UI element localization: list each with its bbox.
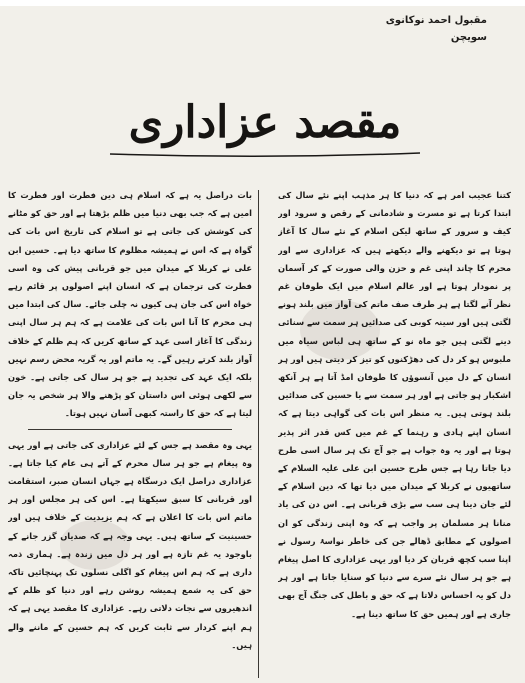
author-name: مقبول احمد نوکانوی <box>385 15 487 26</box>
column-divider <box>258 190 259 678</box>
author-location: سویچن <box>450 32 487 43</box>
paragraph: بات دراصل یہ ہے کہ اسلام ہی دین فطرت اور فطرت کا امین ہے کہ جب بھی دنیا میں ظلم بڑھتا ہے اور حق کو مٹانے کی کوشش کی جاتی ہے تو اسلام کی تاریخ اس بات کی گواہ ہے کہ اس نے ہمیشہ مظلوم کا ساتھ دیا ہے۔ حسین ابن علی نے کربلا کے میدان میں جو قربانی پیش کی وہ اسی فطرت کی ترجمان ہے کہ انسان اپنے اصولوں پر قائم رہے خواہ اس کی جان ہی کیوں نہ چلی جائے۔ سال کی ابتدا میں ہی محرم کا آنا اس بات کی علامت ہے کہ ہم ہر سال اپنی زندگی کا آغاز اسی عہد کے ساتھ کریں کہ ہم ظلم کے خلاف آواز بلند کرتے رہیں گے۔ یہ ماتم اور یہ گریہ محض رسم نہیں بلکہ ایک عہد کی تجدید ہے جو ہر سال کی جاتی ہے۔ خون سے لکھی ہوئی اس داستان کو پڑھنے والا ہر شخص یہ جان لیتا ہے کہ حق کا راستہ کبھی آسان نہیں ہوتا۔ <box>8 190 252 419</box>
paragraph: یہی وہ مقصد ہے جس کے لئے عزاداری کی جاتی ہے اور یہی وہ پیغام ہے جو ہر سال محرم کے آتے ہی عام کیا جاتا ہے۔ عزاداری دراصل ایک درسگاہ ہے جہاں انسان صبر، استقامت اور قربانی کا سبق سیکھتا ہے۔ اس کی ہر مجلس اور ہر ماتم اس بات کا اعلان ہے کہ ہم یزیدیت کے خلاف ہیں اور حسینیت کے ساتھ ہیں۔ یہی وجہ ہے کہ صدیاں گزر جانے کے باوجود یہ غم تازہ ہے اور ہر دل میں زندہ ہے۔ ہماری ذمہ داری ہے کہ ہم اس پیغام کو اگلی نسلوں تک پہنچائیں تاکہ حق کی یہ شمع ہمیشہ روشن رہے اور دنیا کو ظلم کے اندھیروں سے نجات دلاتی رہے۔ عزاداری کا مقصد یہی ہے کہ ہم اپنے کردار سے ثابت کریں کہ ہم حسین کے ماننے والے ہیں۔ <box>8 439 252 650</box>
clipping-top-edge <box>0 0 525 6</box>
paragraph: کتنا عجیب امر ہے کہ دنیا کا ہر مذہب اپنے نئے سال کی ابتدا کرتا ہے تو مسرت و شادمانی کے رقص و سرود اور کیف و سرور کے ساتھ لیکن اسلام کے نئے سال کا آغاز ہوتا ہے تو دیکھنے والے دیکھتے ہیں کہ عزاداری سے اور محرم کا چاند اپنی غم و حزن والی صورت کے کر آسمان پر نمودار ہوتا ہے اور عالم اسلام میں ایک طوفان غم نظر آنے لگتا ہے ہر طرف صف ماتم کی آواز میں بلند ہونے لگتی ہیں اور سینہ کوبی کی صدائیں ہر سمت سے سنائی دینے لگتی ہیں جو ماہ نو کے ساتھ ہی لباس سیاہ میں ملبوس ہو کر دل کی دھڑکنوں کو تیز کر دیتی ہیں اور ہر انسان کے دل میں آنسوؤں کا طوفان امڈ آتا ہے ہر آنکھ اشکبار ہو جاتی ہے اور ہر سمت سے یا حسین کی صدائیں بلند ہوتی ہیں۔ یہ منظر اس بات کی گواہی دیتا ہے کہ انسان اپنے ہادی و رہنما کے غم میں کس قدر اثر پذیر ہوتا ہے اور یہ وہ جواب ہے جو آج تک ہر سال اسی طرح دیا جاتا رہا ہے جس طرح حسین ابن علی علیہ السلام کے ساتھیوں نے کربلا کے میدان میں دیا تھا کہ دین اسلام کے لئے جان دینا ہی سب سے بڑی قربانی ہے۔ اس دن کی یاد منانا ہر مسلمان پر واجب ہے کہ وہ اپنی زندگی کو ان اصولوں کے مطابق ڈھالے جن کی خاطر نواسۂ رسول نے اپنا سب کچھ قربان کر دیا اور یہی عزاداری کا اصل پیغام ہے جو ہر سال نئے سرے سے دنیا کو سنایا جاتا ہے اور ہر دل کو یہ احساس دلاتا ہے کہ حق و باطل کی جنگ آج بھی جاری ہے اور ہمیں حق کا ساتھ دینا ہے۔ <box>278 190 511 619</box>
article-title: مقصد عزاداری <box>128 97 402 148</box>
article-column-left <box>8 186 252 678</box>
byline <box>327 12 487 46</box>
article-column-right <box>278 186 511 678</box>
section-divider <box>28 429 232 430</box>
title-underline <box>100 150 430 158</box>
